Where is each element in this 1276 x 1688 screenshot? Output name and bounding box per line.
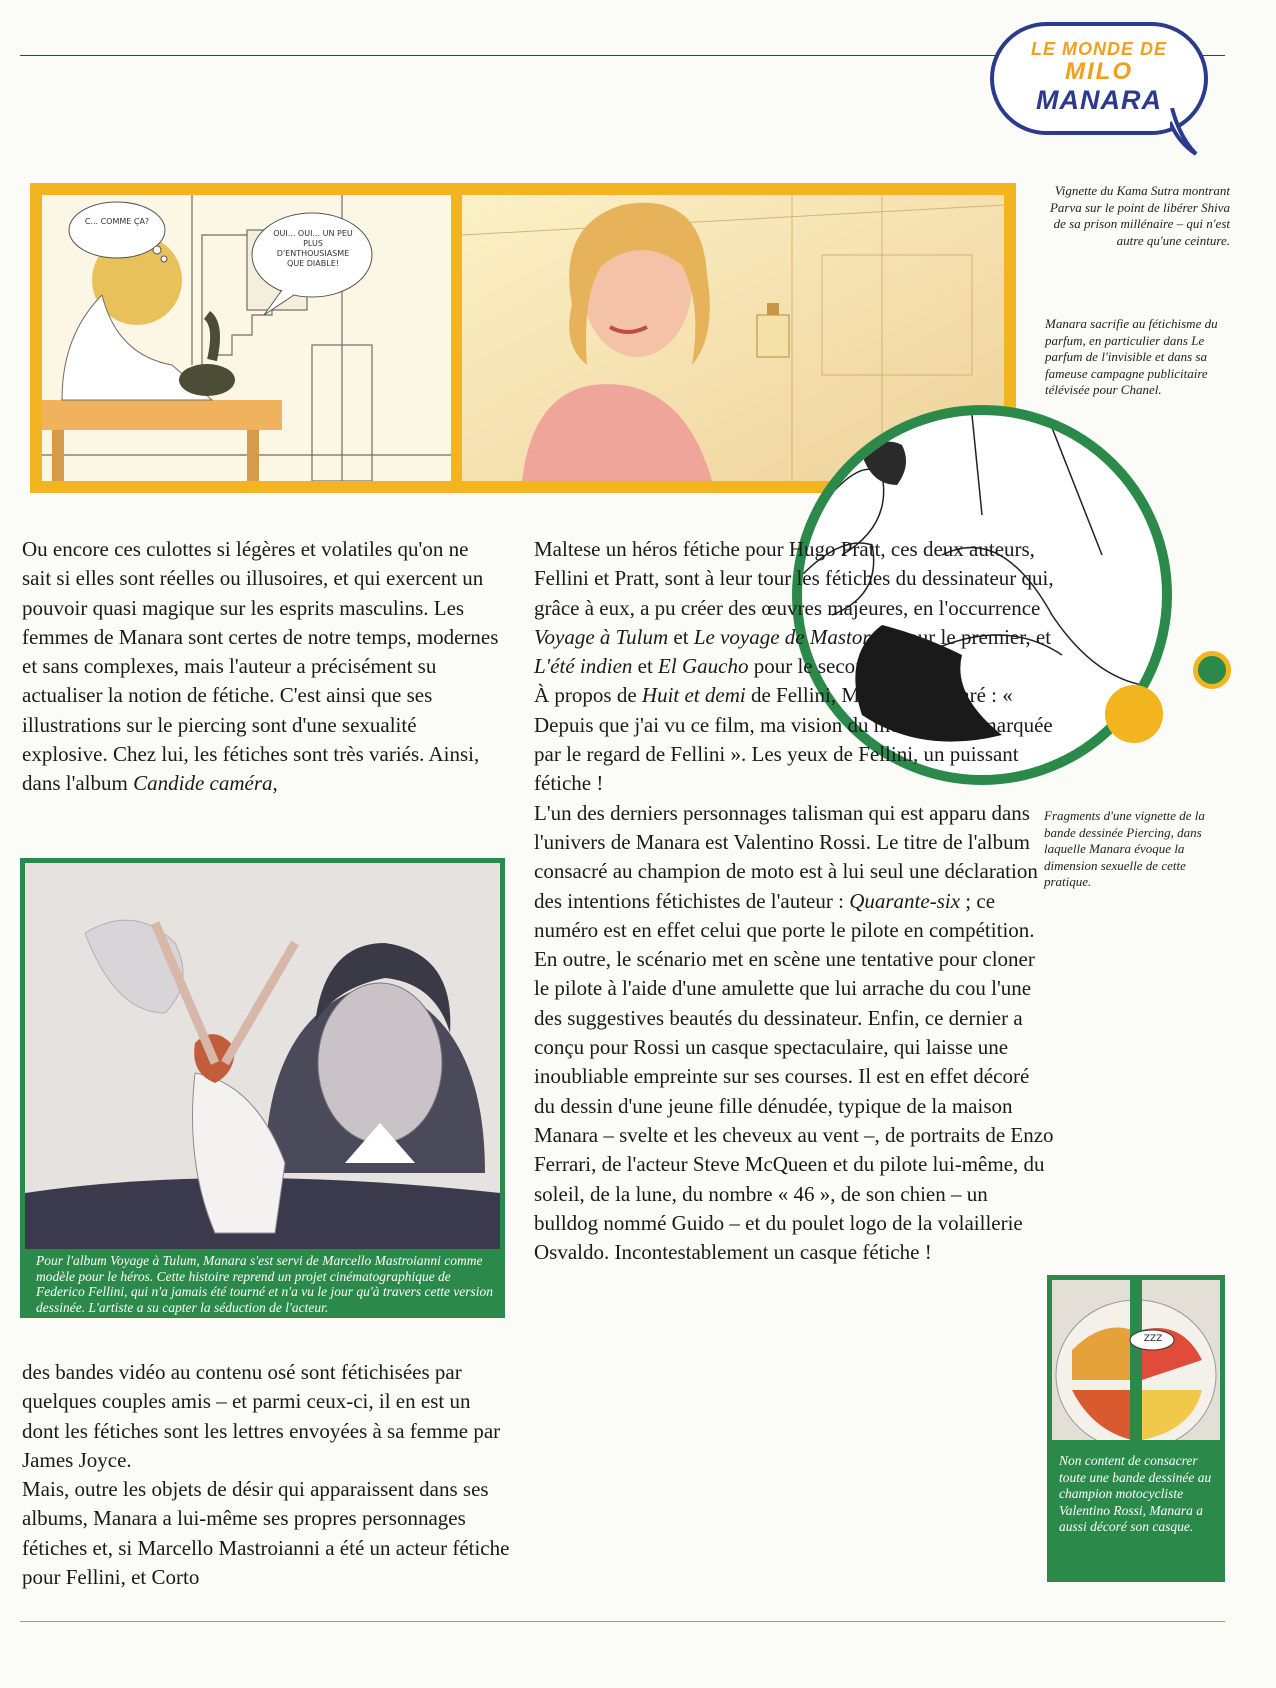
paragraph — [534, 535, 1054, 681]
figure-helmet — [1047, 1275, 1225, 1582]
body-column-1-top — [22, 535, 502, 799]
album-title: Quarante-six — [849, 888, 961, 913]
voyage-tulum-drawing — [25, 863, 500, 1249]
text-run: et — [668, 624, 694, 649]
bottom-rule — [20, 1621, 1225, 1622]
speech-bubble-2: OUI... OUI... UN PEU PLUS D'ENTHOUSIASME QUE DIABLE! — [273, 229, 353, 268]
speech-bubble-1: C... COMME ÇA? — [84, 217, 150, 226]
logo-bubble-tail — [1170, 108, 1200, 156]
logo-line2: MILO — [1065, 58, 1133, 85]
album-title: El Gaucho — [658, 654, 749, 679]
album-title: Candide caméra — [133, 771, 273, 796]
caption-piercing: Fragments d'une vignette de la bande dessinée Piercing, dans laquelle Manara évoque la dimension sexuelle de cette pratique. — [1044, 808, 1205, 889]
album-title: L'été indien — [534, 654, 633, 679]
caption-casque: Non content de consacrer toute une bande dessinée au champion motocycliste Valentino Rossi, Manara a aussi décoré son casque. — [1059, 1453, 1212, 1534]
film-title: Huit et demi — [641, 683, 746, 708]
text-run: Ou encore ces culottes si légères et volatiles qu'on ne sait si elles sont réelles ou illusoires, et qui exercent un pouvoir quasi magique sur les esprits masculins. Les femmes de Manara sont certes de notre temps, modernes et sans complexes, mais l'auteur a précisément su actualiser la notion de fétiche. C'est ainsi que ses illustrations sur le piercing sont d'une sexualité explosive. Chez lui, les fétiches sont très variés. Ainsi, dans l'album — [22, 537, 499, 796]
caption-tulum: Pour l'album Voyage à Tulum, Manara s'est servi de Marcello Mastroianni comme modèle pour le héros. Cette histoire reprend un projet cinématographique de Federico Fellini, qui n'a jamais été tourné et n'a vu le jour qu'à travers cette version dessinée. L'artiste a su capter la séduction de l'acteur. — [36, 1253, 494, 1315]
text-run: Maltese un héros fétiche pour Hugo Pratt, ces deux auteurs, Fellini et Pratt, sont à leur tour les fétiches du dessinateur qui, grâce à eux, a pu créer des œuvres majeures, en l'occurrence — [534, 537, 1054, 620]
logo-line1: LE MONDE DE — [1030, 39, 1167, 59]
logo-line3: MANARA — [1036, 85, 1162, 115]
paragraph — [22, 535, 502, 799]
body-column-1-bottom — [22, 1358, 512, 1592]
top-rule — [20, 55, 1020, 56]
decorative-dot-green — [1193, 651, 1231, 689]
album-title: Voyage à Tulum — [534, 624, 669, 649]
body-column-2 — [534, 535, 1054, 1267]
decorative-dot-yellow — [1105, 685, 1163, 743]
voyage-tulum-image — [25, 863, 500, 1249]
helmet-bubble-text: ZZZ — [1143, 1334, 1163, 1344]
caption-kama-sutra: Vignette du Kama Sutra montrant Parva sur le point de libérer Shiva de sa prison millénaire – qui n'est autre qu'une ceinture. — [1049, 183, 1230, 248]
caption-parfum: Manara sacrifie au fétichisme du parfum, en particulier dans Le parfum de l'invisible et dans sa fameuse campagne publicitaire télévisée pour Chanel. — [1045, 316, 1218, 397]
text-run: et — [632, 654, 659, 679]
album-title: Le voyage de Mastorna — [693, 624, 892, 649]
text-run: ; ce numéro est en effet celui que porte le pilote en compétition. En outre, le scénario met en scène une tentative pour cloner le pilote à l'aide d'une amulette que lui arrache du cou l'une des suggestives beautés du dessinateur. Enfin, ce dernier a conçu pour Rossi un casque spectaculaire, qui laisse une inoubliable empreinte sur ses courses. Il est en effet décoré du dessin d'une jeune fille dénudée, typique de la maison Manara – svelte et les cheveux au vent –, de portraits de Enzo Ferrari, de l'acteur Steve McQueen et du pilote lui-même, du soleil, de la lune, du nombre « 46 », de son chien – un bulldog nommé Guido – et du poulet logo de la volaillerie Osvaldo. Incontestablement un casque fétiche ! — [534, 888, 1054, 1265]
paragraph — [534, 799, 1054, 1268]
text-run: de Fellini, Manara a déclaré : « Depuis que j'ai vu ce film, ma vision du monde a été marquée par le regard de Fellini ». Les yeux de Fellini, un puissant fétiche ! — [534, 683, 1053, 796]
comic-panel-telephone — [42, 195, 451, 481]
helmet-drawing — [1052, 1280, 1220, 1440]
paragraph — [534, 681, 1054, 798]
text-run: pour le premier, et — [891, 624, 1052, 649]
helmet-image — [1052, 1280, 1220, 1440]
text-run: L'un des derniers personnages talisman qui est apparu dans l'univers de Manara est Valentino Rossi. Le titre de l'album consacré au champion de moto est à lui seul une déclaration des intentions fétichistes de l'auteur : — [534, 800, 1038, 913]
text-run: , — [272, 771, 278, 796]
text-run: pour le second. — [748, 654, 882, 679]
text-run: À propos de — [534, 683, 642, 708]
figure-voyage-tulum — [20, 858, 505, 1318]
comic-panel-telephone-drawing — [42, 195, 451, 481]
paragraph: Mais, outre les objets de désir qui apparaissent dans ses albums, Manara a lui-même ses propres personnages fétiches et, si Marcello Mastroianni a été un acteur fétiche pour Fellini, et Corto — [22, 1477, 510, 1590]
paragraph: des bandes vidéo au contenu osé sont fétichisées par quelques couples amis – et parmi ceux-ci, il en est un dont les fétiches sont les lettres envoyées à sa femme par James Joyce. — [22, 1360, 501, 1472]
